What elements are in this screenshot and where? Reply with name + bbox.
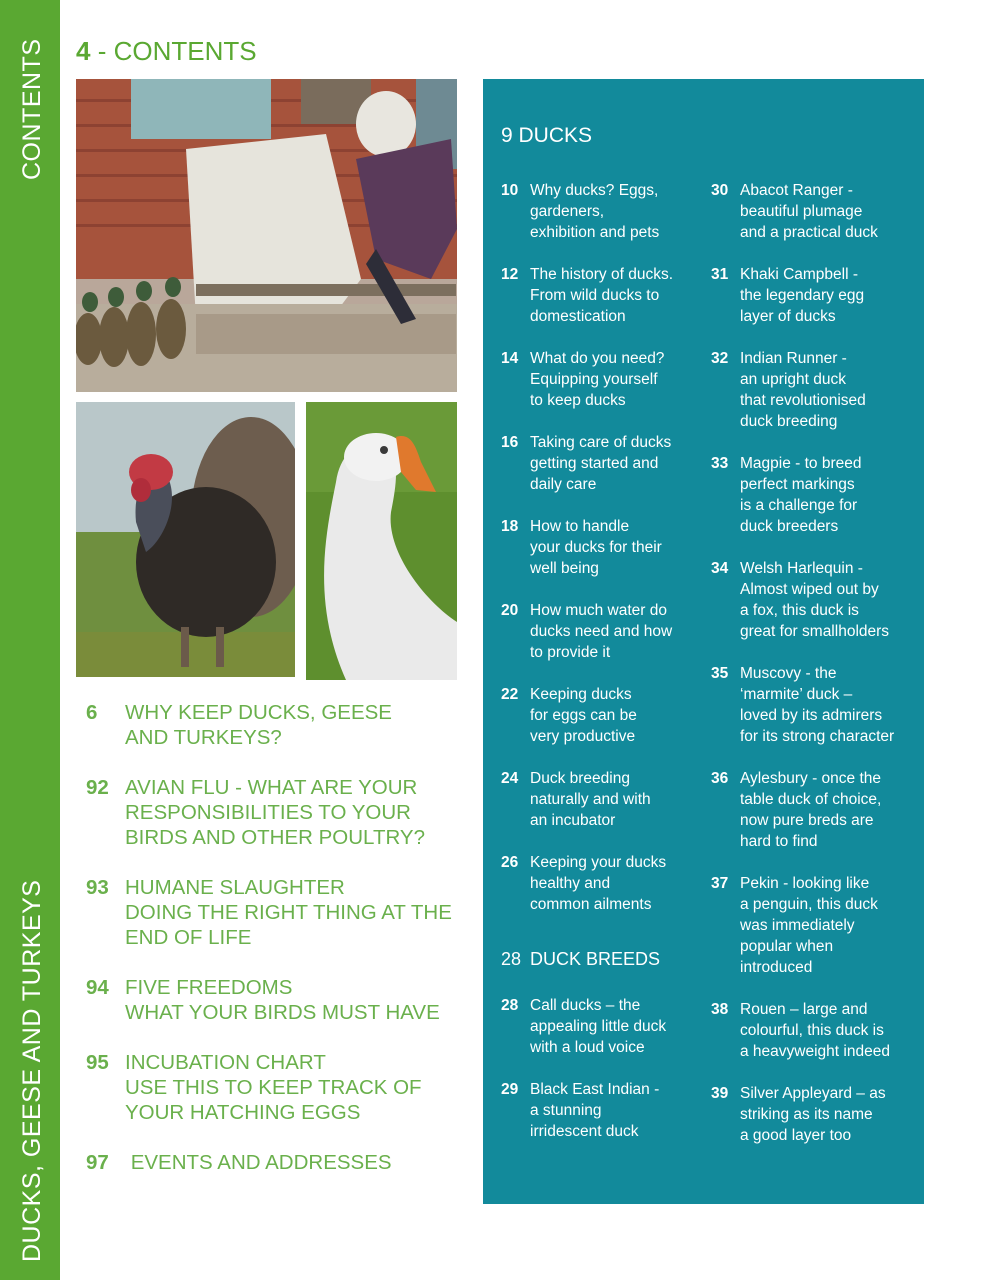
entry-title — [740, 999, 890, 1062]
entry-title — [530, 348, 664, 411]
entry-page: 10 — [501, 182, 519, 199]
left-item-line: FIVE FREEDOMS — [125, 976, 293, 999]
entry-line: Aylesbury - once the — [740, 770, 882, 787]
entry-line: Why ducks? Eggs, — [530, 182, 659, 199]
entry-line: a good layer too — [740, 1127, 852, 1144]
entry-line: daily care — [530, 476, 597, 493]
panel-column-1 — [501, 180, 701, 1163]
left-list-item[interactable] — [86, 1050, 466, 1125]
entry-line: the legendary egg — [740, 287, 865, 304]
entry-line: that revolutionised — [740, 392, 866, 409]
entry-line: How much water do — [530, 602, 667, 619]
entry-page: 12 — [501, 266, 519, 283]
entry-line: getting started and — [530, 455, 659, 472]
sidebar-contents-label: CONTENTS — [18, 38, 46, 180]
entry-line: an incubator — [530, 812, 616, 829]
entry-title — [530, 995, 666, 1058]
contents-entry[interactable] — [501, 768, 701, 831]
contents-entry[interactable] — [501, 516, 701, 579]
entry-title — [740, 348, 866, 432]
left-item-title — [125, 875, 466, 950]
entry-line: Equipping yourself — [530, 371, 658, 388]
entry-line: a fox, this duck is — [740, 602, 859, 619]
entry-line: Welsh Harlequin - — [740, 560, 863, 577]
entry-line: for eggs can be — [530, 707, 637, 724]
contents-entry[interactable] — [711, 999, 921, 1062]
entry-page: 14 — [501, 350, 519, 367]
left-item-line: WHY KEEP DUCKS, GEESE — [125, 701, 392, 724]
entry-line: well being — [530, 560, 599, 577]
left-item-line: BIRDS AND OTHER POULTRY? — [125, 826, 425, 849]
panel-column-2 — [711, 180, 921, 1167]
left-contents-list — [86, 700, 466, 1200]
entry-page: 28 — [501, 997, 519, 1014]
entry-line: ducks need and how — [530, 623, 673, 640]
entry-title — [530, 852, 666, 915]
left-item-page: 95 — [86, 1051, 109, 1074]
entry-line: Abacot Ranger - — [740, 182, 853, 199]
entry-line: Pekin - looking like — [740, 875, 870, 892]
left-item-line: RESPONSIBILITIES TO YOUR — [125, 801, 411, 824]
entry-title — [530, 180, 659, 243]
contents-entry[interactable] — [711, 264, 921, 327]
entry-title — [530, 432, 671, 495]
subheading-page: 28 — [501, 949, 522, 969]
entry-line: colourful, this duck is — [740, 1022, 884, 1039]
ducks-contents-panel — [483, 79, 924, 1204]
entry-line: and a practical duck — [740, 224, 878, 241]
entry-page: 29 — [501, 1081, 519, 1098]
entry-line: great for smallholders — [740, 623, 890, 640]
left-item-line: AND TURKEYS? — [125, 726, 282, 749]
entry-line: Keeping your ducks — [530, 854, 667, 871]
title-separator: - — [90, 36, 114, 66]
entry-line: was immediately — [740, 917, 855, 934]
entry-line: Rouen – large and — [740, 1001, 868, 1018]
subheading-label: DUCK BREEDS — [530, 949, 661, 969]
entry-line: a penguin, this duck — [740, 896, 878, 913]
entry-line: now pure breds are — [740, 812, 874, 829]
title-text: CONTENTS — [113, 36, 257, 66]
entry-title — [530, 516, 662, 579]
entry-line: Keeping ducks — [530, 686, 632, 703]
entry-line: an upright duck — [740, 371, 846, 388]
entry-line: Muscovy - the — [740, 665, 837, 682]
duck-breeds-subheading[interactable] — [501, 949, 701, 970]
entry-title — [740, 453, 862, 537]
entry-line: naturally and with — [530, 791, 651, 808]
entry-line: domestication — [530, 308, 626, 325]
left-item-line: YOUR HATCHING EGGS — [125, 1101, 361, 1124]
entry-title — [530, 768, 651, 831]
entry-line: to keep ducks — [530, 392, 626, 409]
panel-heading: 9 DUCKS — [501, 124, 593, 147]
entry-page: 31 — [711, 266, 729, 283]
entry-line: a heavyweight indeed — [740, 1043, 890, 1060]
entry-page: 33 — [711, 455, 729, 472]
entry-line: perfect markings — [740, 476, 855, 493]
entry-line: introduced — [740, 959, 813, 976]
left-item-line: END OF LIFE — [125, 926, 252, 949]
contents-entry[interactable] — [711, 348, 921, 432]
entry-line: duck breeders — [740, 518, 839, 535]
left-item-title — [125, 775, 466, 850]
entry-page: 39 — [711, 1085, 729, 1102]
left-list-item[interactable] — [86, 700, 466, 750]
entry-line: What do you need? — [530, 350, 665, 367]
left-list-item[interactable] — [86, 975, 466, 1025]
left-item-page: 92 — [86, 776, 109, 799]
entry-line: irridescent duck — [530, 1123, 639, 1140]
entry-page: 26 — [501, 854, 519, 871]
sidebar-book-title: DUCKS, GEESE AND TURKEYS — [18, 879, 46, 1262]
entry-page: 24 — [501, 770, 519, 787]
entry-line: popular when — [740, 938, 834, 955]
photo-goose — [306, 402, 457, 680]
contents-entry[interactable] — [711, 873, 921, 978]
entry-page: 36 — [711, 770, 729, 787]
entry-line: table duck of choice, — [740, 791, 882, 808]
entry-line: healthy and — [530, 875, 611, 892]
entry-line: hard to find — [740, 833, 818, 850]
entry-page: 37 — [711, 875, 729, 892]
entry-line: duck breeding — [740, 413, 838, 430]
contents-entry[interactable] — [501, 432, 701, 495]
left-item-line: INCUBATION CHART — [125, 1051, 326, 1074]
contents-entry[interactable] — [711, 453, 921, 537]
entry-line: a stunning — [530, 1102, 602, 1119]
left-item-page: 6 — [86, 701, 98, 724]
entry-title — [740, 264, 864, 327]
entry-page: 22 — [501, 686, 519, 703]
entry-line: striking as its name — [740, 1106, 873, 1123]
contents-entry[interactable] — [501, 1079, 701, 1142]
entry-line: Khaki Campbell - — [740, 266, 859, 283]
entry-line: layer of ducks — [740, 308, 836, 325]
left-item-page: 97 — [86, 1151, 109, 1174]
entry-title — [740, 558, 889, 642]
entry-line: How to handle — [530, 518, 630, 535]
entry-page: 34 — [711, 560, 729, 577]
entry-line: Duck breeding — [530, 770, 630, 787]
left-item-title — [125, 1050, 466, 1125]
contents-entry[interactable] — [711, 1083, 921, 1146]
entry-line: Call ducks – the — [530, 997, 641, 1014]
left-item-title — [125, 700, 466, 750]
entry-page: 35 — [711, 665, 729, 682]
entry-title — [740, 663, 894, 747]
page-title — [76, 36, 257, 67]
left-item-title — [125, 975, 466, 1025]
entry-page: 38 — [711, 1001, 729, 1018]
left-item-line: EVENTS AND ADDRESSES — [125, 1151, 392, 1174]
entry-line: ‘marmite’ duck – — [740, 686, 853, 703]
entry-title — [740, 768, 881, 852]
entry-line: common ailments — [530, 896, 652, 913]
entry-line: Taking care of ducks — [530, 434, 672, 451]
left-item-line: WHAT YOUR BIRDS MUST HAVE — [125, 1001, 440, 1024]
entry-line: From wild ducks to — [530, 287, 660, 304]
entry-line: exhibition and pets — [530, 224, 660, 241]
entry-title — [740, 873, 878, 978]
entry-line: gardeners, — [530, 203, 605, 220]
entry-line: The history of ducks. — [530, 266, 674, 283]
left-item-line: USE THIS TO KEEP TRACK OF — [125, 1076, 422, 1099]
left-list-item[interactable] — [86, 875, 466, 950]
entry-page: 18 — [501, 518, 519, 535]
entry-title — [530, 264, 673, 327]
sidebar-strip — [0, 0, 60, 1280]
entry-page: 16 — [501, 434, 519, 451]
left-item-title — [125, 1150, 466, 1175]
left-item-line: HUMANE SLAUGHTER — [125, 876, 345, 899]
entry-line: your ducks for their — [530, 539, 662, 556]
entry-title — [530, 600, 672, 663]
entry-line: Indian Runner - — [740, 350, 847, 367]
contents-entry[interactable] — [711, 768, 921, 852]
entry-line: appealing little duck — [530, 1018, 667, 1035]
entry-line: for its strong character — [740, 728, 895, 745]
entry-line: very productive — [530, 728, 636, 745]
contents-entry[interactable] — [501, 852, 701, 915]
contents-entry[interactable] — [711, 663, 921, 747]
entry-line: Silver Appleyard – as — [740, 1085, 886, 1102]
left-item-line: DOING THE RIGHT THING AT THE — [125, 901, 452, 924]
page-number: 4 — [76, 36, 91, 66]
left-item-page: 93 — [86, 876, 109, 899]
entry-line: is a challenge for — [740, 497, 858, 514]
left-list-item[interactable] — [86, 1150, 466, 1175]
entry-line: Magpie - to breed — [740, 455, 862, 472]
left-item-line: AVIAN FLU - WHAT ARE YOUR — [125, 776, 418, 799]
contents-entry[interactable] — [501, 684, 701, 747]
entry-line: with a loud voice — [530, 1039, 645, 1056]
photo-ducks-farmyard — [76, 79, 457, 392]
contents-entry[interactable] — [501, 180, 701, 243]
entry-page: 30 — [711, 182, 729, 199]
entry-title — [740, 180, 878, 243]
entry-page: 20 — [501, 602, 519, 619]
contents-entry[interactable] — [501, 995, 701, 1058]
contents-entry[interactable] — [501, 264, 701, 327]
contents-entry[interactable] — [501, 600, 701, 663]
contents-entry[interactable] — [711, 180, 921, 243]
entry-line: loved by its admirers — [740, 707, 883, 724]
entry-title — [740, 1083, 886, 1146]
left-item-page: 94 — [86, 976, 109, 999]
entry-title — [530, 684, 637, 747]
entry-title — [530, 1079, 659, 1142]
entry-line: Black East Indian - — [530, 1081, 660, 1098]
entry-line: Almost wiped out by — [740, 581, 879, 598]
entry-line: beautiful plumage — [740, 203, 863, 220]
photo-turkey — [76, 402, 295, 677]
entry-line: to provide it — [530, 644, 611, 661]
contents-entry[interactable] — [501, 348, 701, 411]
left-list-item[interactable] — [86, 775, 466, 850]
entry-page: 32 — [711, 350, 729, 367]
contents-entry[interactable] — [711, 558, 921, 642]
